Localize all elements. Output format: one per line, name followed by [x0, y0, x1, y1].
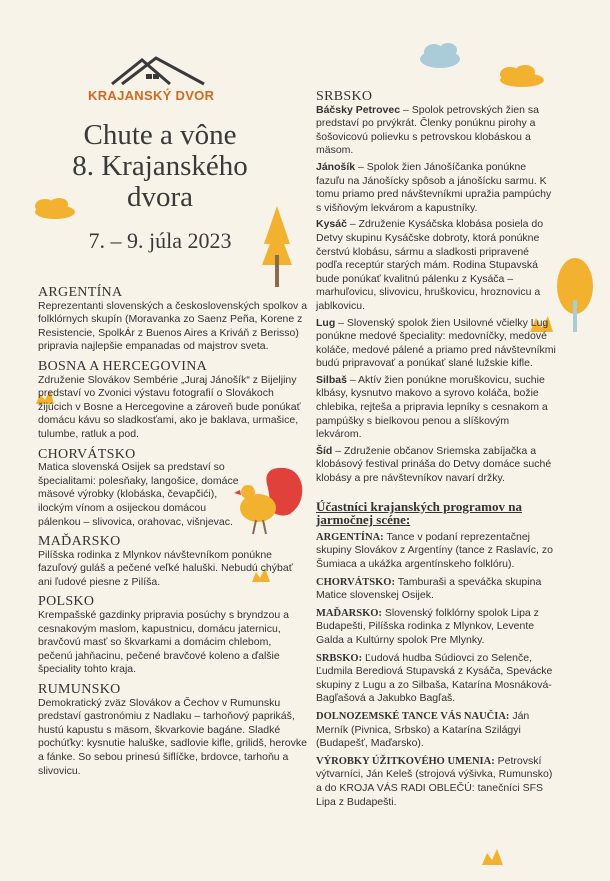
list-item: [316, 652, 556, 706]
section-text: Pilíšska rodinka z Mlynkov návštevníkom ponúkne fazuľový guláš a pečené veľké haluški. Nebudú chýbať ani ľudové piesne z Pilíša.: [38, 548, 293, 588]
section-heading: ARGENTÍNA: [38, 285, 123, 300]
item-name: VÝROBKY ÚŽITKOVÉHO UMENIA:: [316, 755, 495, 767]
list-item: [316, 755, 556, 809]
section-chorvatsko: [38, 448, 243, 530]
section-argentina: [38, 286, 308, 354]
crown-icon: [482, 849, 503, 865]
section-text: Združenie Slovákov Sembérie „Juraj Jánošík“ z Bijeljiny predstaví vo Zvonici výstavu fotografií o Slovákoch žijúcich v Bosne a Hercegovine a zároveň bude ponúkať domácu kávu so sladkosťami, ako je baklava, urmašice, tulumbe, ratluk a pod.: [38, 373, 301, 440]
srbsko-list: [316, 104, 556, 486]
title-line3: dvora: [126, 181, 194, 213]
list-item: [316, 576, 556, 603]
left-column: [38, 286, 308, 778]
section-polsko: [38, 595, 308, 677]
item-name: Silbaš: [316, 373, 347, 386]
section-text: Krempašské gazdinky pripravia posúchy s bryndzou a cesnakovým maslom, kapustnicu, domácu jaternicu, bravčovú masť so škvarkami a domácim chlebom, pečenú jahňacinu, pečené bravčové koleno a ďalšie špeciality tohto kraja.: [38, 609, 289, 676]
title-line2: 8. Krajanského: [72, 150, 248, 182]
item-text: Slovenský folklórny spolok Lipa z Budapešti, Pilíšska rodinka z Mlynkov, Levente Galda a Kultúrny spolok Pre Mlynky.: [316, 606, 539, 646]
section-heading: SRBSKO: [316, 89, 373, 104]
list-item: [316, 710, 556, 751]
list-item: [316, 104, 556, 158]
section-heading: BOSNA A HERCEGOVINA: [38, 358, 208, 374]
section-rumunsko: [38, 683, 308, 778]
item-name: Jánošík: [316, 160, 356, 173]
list-item: [316, 161, 556, 215]
list-item: [316, 218, 556, 313]
item-text: Tamburaši a speváčka skupina Matice slovenskej Osijek.: [316, 575, 542, 602]
section-bosna: [38, 360, 308, 442]
item-name: DOLNOZEMSKÉ TANCE VÁS NAUČIA:: [316, 710, 510, 722]
page-title: [40, 120, 280, 213]
item-text: – Združenie občanov Sriemska zabíjačka a klobásový festival prináša do Detvy domáce suché klobásy a pre návštevníkov navarí držky.: [316, 444, 552, 485]
program-list: [316, 531, 556, 809]
item-text: Tance v podaní reprezentačnej skupiny Slovákov z Argentíny (tance z Raslavíc, zo Šumiaca a ukážka argentínskeho folklóru).: [316, 530, 553, 570]
section-heading: CHORVÁTSKO: [38, 446, 136, 462]
item-text: – Združenie Kysáčska klobása posiela do Detvy skupinu Kysáčske dobroty, ktorá ponúkne čerstvú klobásu, sármu a sladkosti pripravené podľa receptúr starých mám. Rodina Stupavská bude ponúkať kvalitnú pálenku z Kysáča – marhuľovicu, slivovicu, hruškovicu, hroznovicu a jablkovicu.: [316, 218, 544, 312]
cloud-icon: [500, 65, 544, 87]
item-name: Báčsky Petrovec: [316, 103, 401, 116]
list-item: [316, 317, 556, 371]
item-text: Ľudová hudba Súdiovci zo Selenče, Ľudmila Beredіová Stupavská z Kysáča, Spevácke skupiny z Lugu a zo Silbaša, Katarína Mosnáková-Bagľašová a Jakubko Bagľaš.: [316, 651, 553, 705]
logo-house-icon: [112, 58, 204, 84]
item-name: SRBSKO:: [316, 652, 363, 664]
section-text: Demokratický zväz Slovákov a Čechov v Rumunsku predstaví gastronómiu z Nadlaku – tarhoňový paprikáš, hustú kapustu s mäsom, škvarkovie bagáne. Sladké pochúťky: kysnutie haluške, sadlovie kifle, grilidš, herovke a fánke. So sebou prinesú šiflíčke, brdovce, tarhoňu a slivovicu.: [38, 696, 307, 777]
logo-text: KRAJANSKÝ DVOR: [88, 88, 215, 103]
section-text: Matica slovenská Osijek sa predstaví so špecialitami: polesňaky, langošice, domáce mäsové výrobky (klobáska, čevapčići), ilockým vínom a osijeckou domácou pálenkou – slivovica, orahovac, višnjevac.: [38, 461, 239, 528]
list-item: [316, 445, 556, 486]
program-title: Účastníci krajanských programov na jarmočnej scéne:: [316, 498, 522, 528]
item-text: Ján Merník (Pivnica, Srbsko) a Katarína Szilágyi (Budapešť, Maďarsko).: [316, 709, 530, 750]
item-text: – Slovenský spolok žien Usilovné včielky Lug ponúkne medové špeciality: medovníčky, medové koláče, medové pálené a priamo pred návštevníkmi budú pripravovať a ponúkať slané lužskie kifle.: [316, 316, 556, 370]
item-name: Lug: [316, 316, 336, 329]
item-name: Kysáč: [316, 218, 347, 231]
item-text: – Aktív žien ponúkne moruškovicu, suchie klbásy, kysnutvo makovo a syrovo koláča, božie chlebika, rejteša a pripravia lepníky s cesnakom a pampúšky s bielkovou penou a slíškovým lekvárom.: [316, 373, 548, 441]
item-name: MAĎARSKO:: [316, 607, 382, 619]
item-text: – Spolok petrovských žien sa predstaví po prvýkrát. Členky ponúknu pirohy a šošovicovú polievku s petrovskou klobáskou a mäsom.: [316, 103, 539, 157]
cloud-icon: [420, 43, 460, 68]
section-text: Reprezentanti slovenských a československých spolkov a folklórnych skupín (Moravanka zo Saenz Peña, Korene z Resistencie, SpolkÁr z Buenos Aires a Kriváň z Berisso) pripravia najlepšie empanadas od majstrov sveta.: [38, 299, 308, 353]
item-text: Petrovskí výtvarníci, Ján Keleš (strojová výšivka, Rumunsko) a do KROJA VÁS RADI OBLEČÚ: tanečníci SFS Lipa z Budapešti.: [316, 754, 553, 808]
right-column: [316, 90, 556, 813]
item-name: CHORVÁTSKO:: [316, 576, 395, 588]
event-dates: 7. – 9. júla 2023: [88, 228, 232, 253]
list-item: [316, 374, 556, 442]
section-madarsko: [38, 535, 308, 589]
section-heading: POLSKO: [38, 594, 95, 610]
section-heading: RUMUNSKO: [38, 682, 121, 698]
list-item: [316, 607, 556, 648]
section-heading: MAĎARSKO: [38, 534, 121, 550]
tree-icon: [557, 258, 593, 332]
title-line1: Chute a vône: [83, 119, 237, 151]
item-name: ARGENTÍNA:: [316, 531, 384, 543]
list-item: [316, 531, 556, 572]
item-name: Šíd: [316, 444, 333, 457]
item-text: – Spolok žien Jánošíčanka ponúkne fazuľu na Jánošícky spôsob a jánošícku sarmu. K tomu priamo pred návštevníkmi upražia pampúchy s višňovým lekvárom a kapustníky.: [316, 160, 552, 214]
